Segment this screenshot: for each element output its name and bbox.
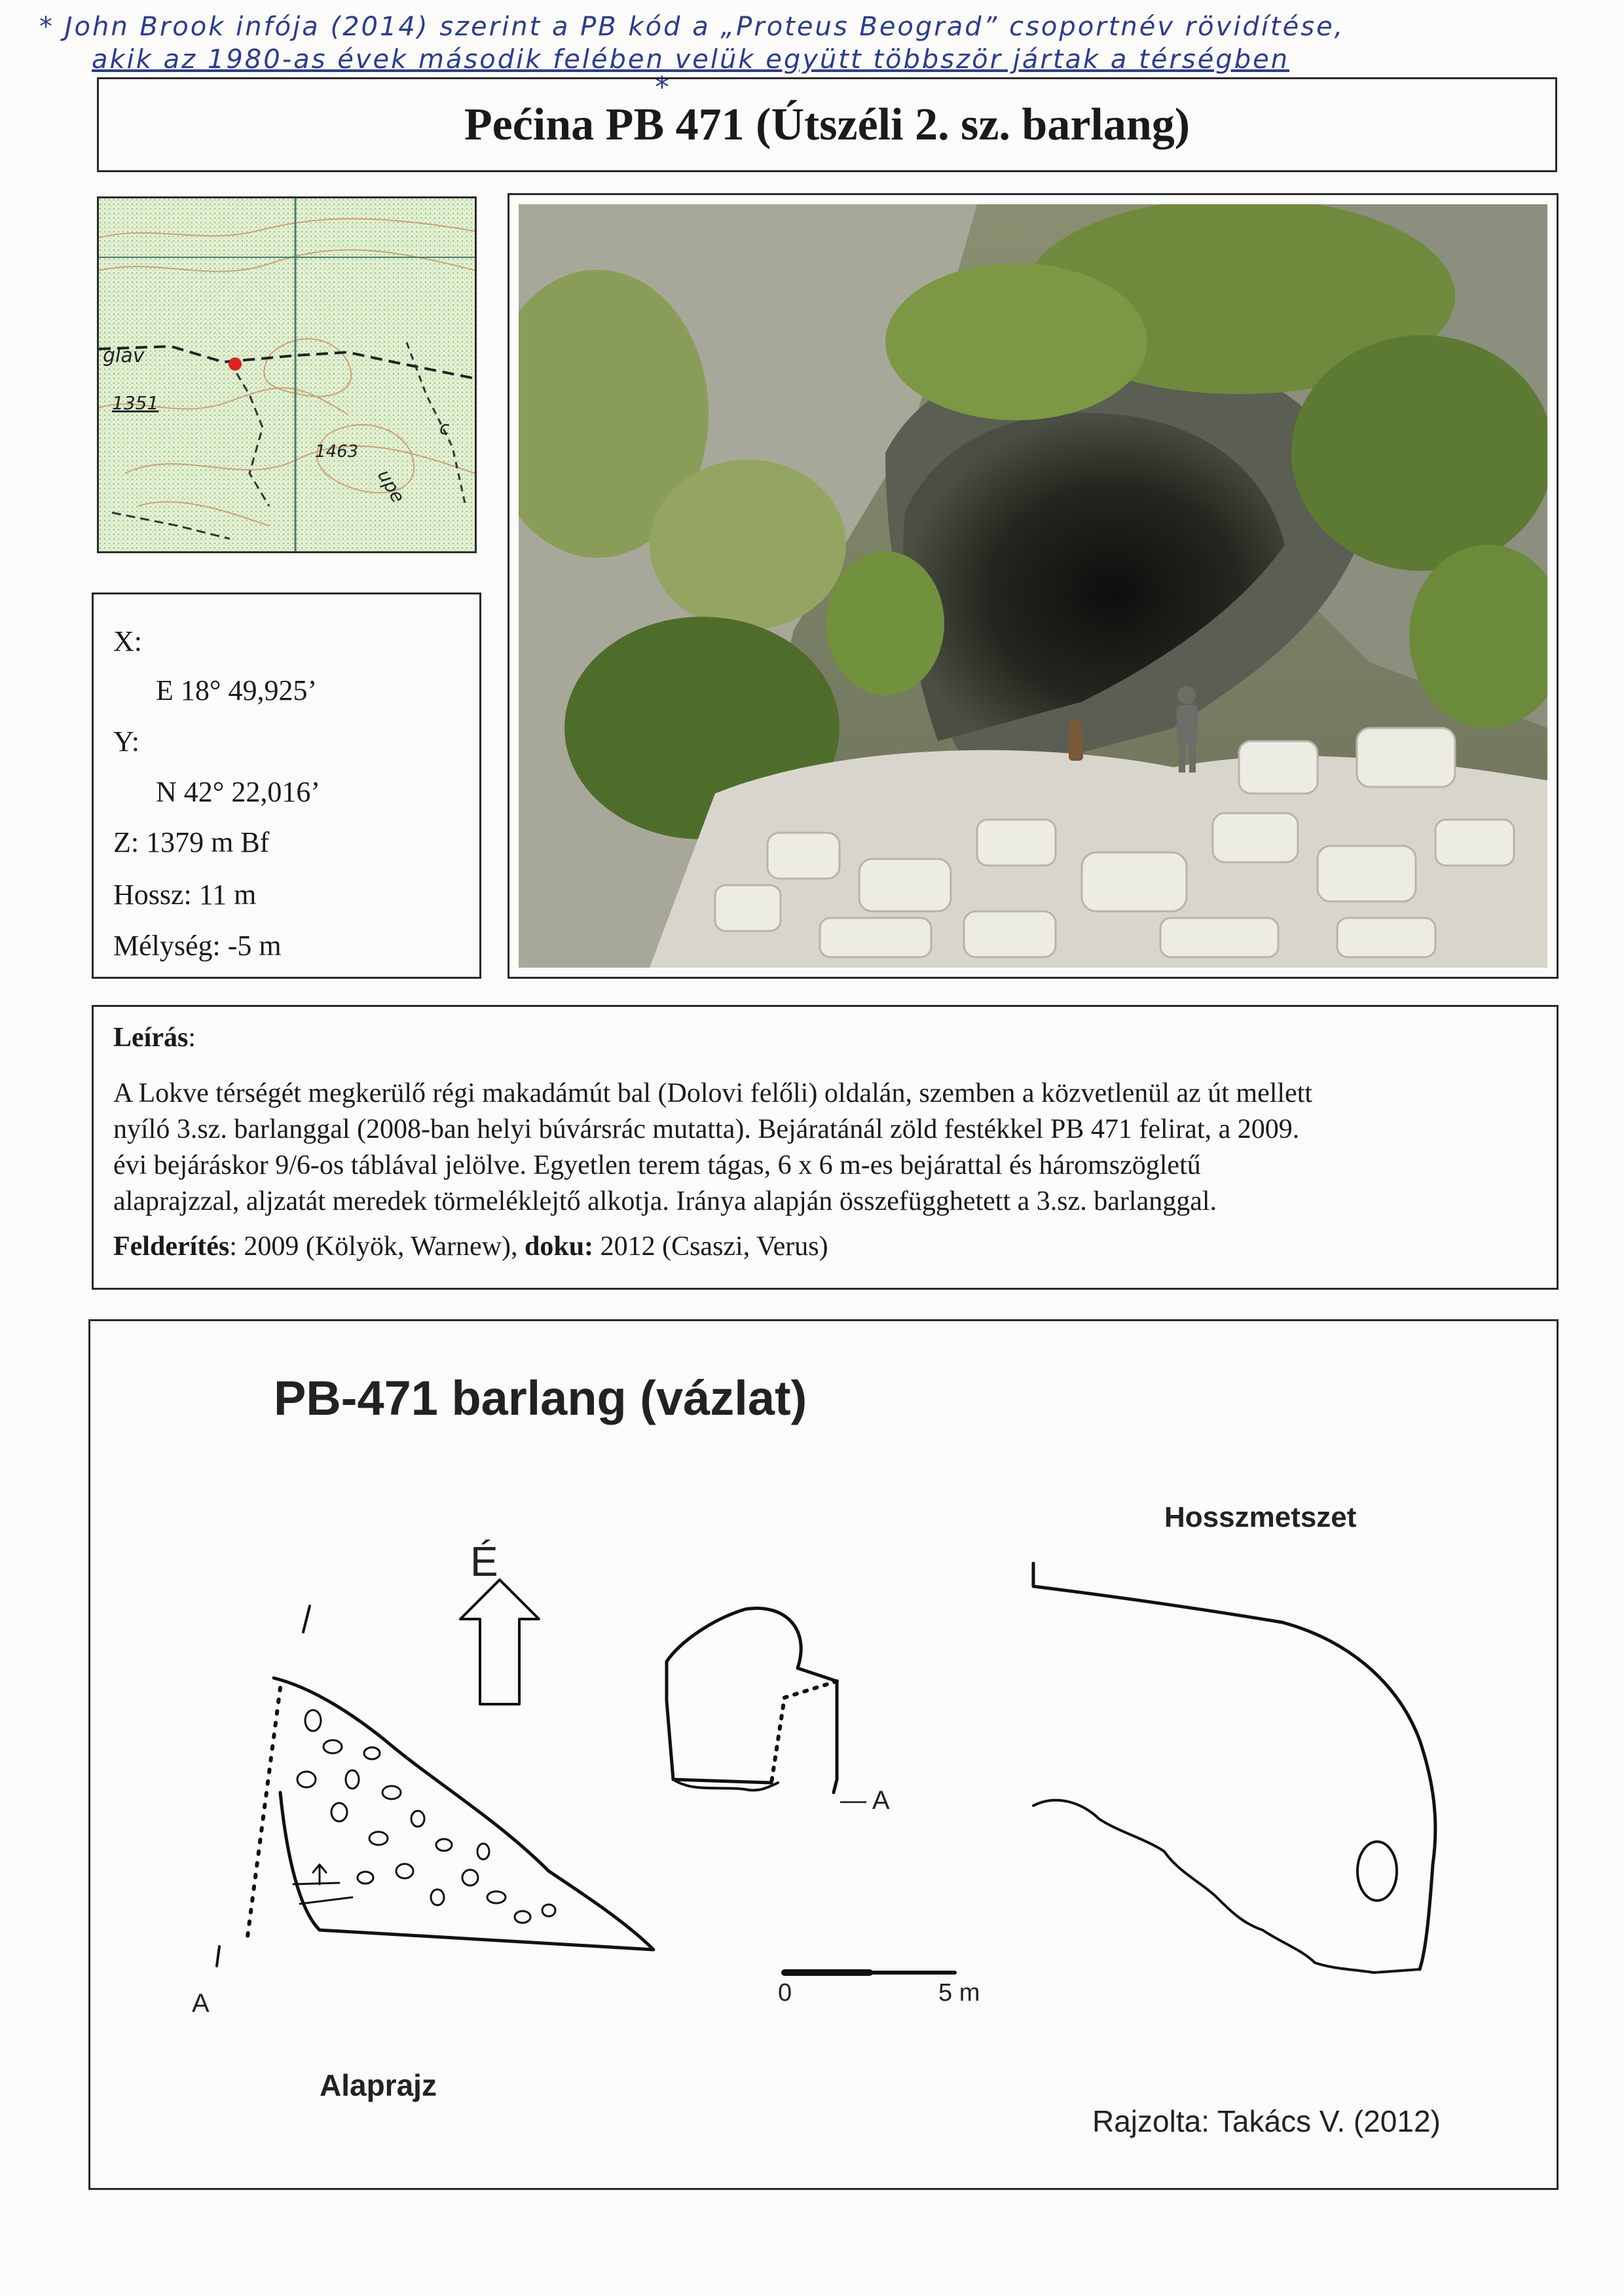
plan-point-a: A	[192, 1989, 210, 2018]
y-value: N 42° 22,016’	[156, 776, 321, 808]
sketch-title: PB-471 barlang (vázlat)	[274, 1371, 807, 1425]
handwritten-note-marker: *	[655, 71, 671, 104]
description-heading-colon: :	[188, 1023, 196, 1053]
description-heading: Leírás	[113, 1023, 189, 1053]
longitudinal-section-outline	[1033, 1563, 1435, 1969]
description-heading-row	[113, 1020, 1537, 1056]
scale-five-m: 5 m	[938, 1979, 980, 2007]
documentation-value: 2012 (Csaszi, Verus)	[593, 1231, 828, 1262]
length-value: Hossz: 11 m	[113, 879, 257, 911]
map-label-glav: glav	[103, 344, 145, 367]
cave-survey-drawing	[90, 1321, 1557, 2188]
exploration-value: : 2009 (Kölyök, Warnew),	[229, 1231, 525, 1262]
cave-photo-box	[507, 193, 1559, 979]
page-title: Pećina PB 471 (Útszéli 2. sz. barlang)	[97, 77, 1557, 172]
map-box	[97, 196, 477, 553]
north-arrow-icon	[460, 1580, 539, 1704]
documentation-label: doku:	[525, 1231, 594, 1262]
exploration-row	[113, 1229, 1537, 1265]
section-line-a: — A	[840, 1786, 890, 1815]
cave-location-marker	[229, 357, 242, 371]
map-elevation-1351: 1351	[112, 392, 159, 414]
cave-sketch-box	[88, 1319, 1559, 2190]
topographic-map	[99, 198, 475, 551]
map-label-c: c	[439, 417, 450, 439]
plan-rubble	[297, 1710, 555, 1923]
author-credit: Rajzolta: Takács V. (2012)	[1092, 2104, 1441, 2138]
handwritten-note-line2: akik az 1980-as évek második felében velük együtt többször jártak a térségben	[92, 45, 1290, 75]
north-label: É	[470, 1538, 498, 1585]
description-line-1: A Lokve térségét megkerülő régi makadámút bal (Dolovi felőli) oldalán, szemben a közvetlenül az út mellett	[113, 1078, 1313, 1108]
handwritten-note-line1: * John Brook infója (2014) szerint a PB kód a „Proteus Beograd” csoportnév rövidítése,	[39, 12, 1345, 42]
y-label: Y:	[113, 725, 139, 757]
description-line-2: nyíló 3.sz. barlanggal (2008-ban helyi búvársrác mutatta). Bejáratánál zöld festékkel PB 471 felirat, a 2009.	[113, 1114, 1300, 1144]
map-label-upe: upe	[373, 465, 409, 507]
plan-label: Alaprajz	[320, 2068, 437, 2102]
x-label: X:	[113, 625, 142, 657]
section-label: Hosszmetszet	[1164, 1501, 1357, 1533]
description-line-3: évi bejáráskor 9/6-os táblával jelölve. Egyetlen terem tágas, 6 x 6 m-es bejárattal és háromszögletű	[113, 1150, 1201, 1180]
cave-entrance-photo	[519, 204, 1547, 968]
depth-value: Mélység: -5 m	[113, 930, 282, 962]
exploration-label: Felderítés	[113, 1231, 230, 1262]
z-value: Z: 1379 m Bf	[113, 826, 270, 858]
coordinates-box	[92, 592, 481, 979]
cross-section-outline	[667, 1608, 837, 1793]
description-line-4: alaprajzzal, aljzatát meredek törmeléklejtő alkotja. Iránya alapján összefügghetett a 3.sz. barlanggal.	[113, 1186, 1217, 1216]
x-value: E 18° 49,925’	[156, 674, 318, 706]
scale-zero: 0	[778, 1979, 792, 2007]
description-box	[92, 1005, 1559, 1290]
map-elevation-1463: 1463	[315, 442, 359, 462]
